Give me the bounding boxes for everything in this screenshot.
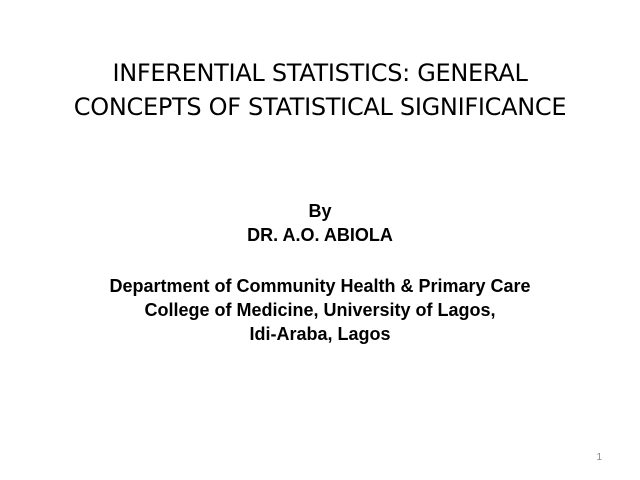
department-line: Department of Community Health & Primary Care [109, 276, 531, 296]
slide-number: 1 [596, 452, 602, 463]
college-line: College of Medicine, University of Lagos, [144, 300, 496, 320]
byline [40, 199, 600, 247]
title-line-2: CONCEPTS OF STATISTICAL SIGNIFICANCE [73, 93, 567, 121]
location-line: Idi-Araba, Lagos [249, 324, 391, 344]
author-name: DR. A.O. ABIOLA [247, 225, 393, 245]
by-label: By [308, 201, 332, 221]
affiliation [20, 274, 620, 346]
title-line-1: INFERENTIAL STATISTICS: GENERAL [112, 59, 528, 87]
slide-title [40, 56, 600, 124]
